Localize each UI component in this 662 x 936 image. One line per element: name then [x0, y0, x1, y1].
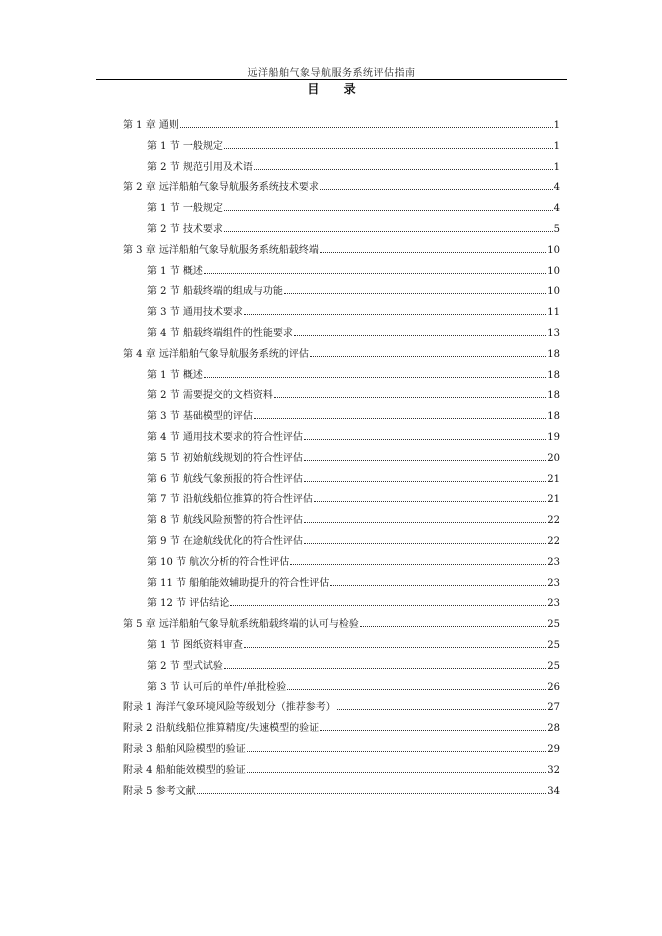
- toc-section-entry[interactable]: [123, 282, 560, 303]
- toc-entry-page-number: 18: [547, 369, 560, 381]
- toc-entry-page-number: 22: [547, 535, 560, 547]
- toc-entry-label: 第 2 节 技术要求: [147, 223, 223, 235]
- toc-chapter-entry[interactable]: [123, 116, 560, 137]
- dot-leader: [360, 626, 546, 627]
- toc-entry-label: 第 5 章 远洋船舶气象导航系统船载终端的认可与检验: [123, 619, 359, 631]
- toc-entry-label: 第 2 章 远洋船舶气象导航服务系统技术要求: [123, 182, 319, 194]
- toc-entry-page-number: 27: [547, 702, 560, 714]
- toc-entry-label: 附录 5 参考文献: [123, 785, 196, 797]
- toc-entry-label: 第 4 节 船载终端组件的性能要求: [147, 327, 293, 339]
- toc-section-entry[interactable]: [123, 490, 560, 511]
- toc-entry-page-number: 18: [547, 411, 560, 423]
- dot-leader: [294, 335, 546, 336]
- toc-chapter-entry[interactable]: [123, 241, 560, 262]
- toc-section-entry[interactable]: [123, 220, 560, 241]
- dot-leader: [320, 189, 553, 190]
- toc-chapter-entry[interactable]: [123, 178, 560, 199]
- toc-entry-label: 第 3 章 远洋船舶气象导航服务系统船载终端: [123, 244, 319, 256]
- toc-chapter-entry[interactable]: [123, 761, 560, 782]
- toc-entry-page-number: 10: [547, 244, 560, 256]
- toc-entry-page-number: 23: [547, 556, 560, 568]
- dot-leader: [197, 793, 547, 794]
- dot-leader: [304, 522, 546, 523]
- dot-leader: [310, 356, 546, 357]
- toc-entry-page-number: 18: [547, 390, 560, 402]
- toc-section-entry[interactable]: [123, 428, 560, 449]
- toc-entry-page-number: 4: [553, 203, 560, 215]
- toc-entry-label: 第 3 节 基础模型的评估: [147, 411, 253, 423]
- toc-entry-label: 第 1 节 图纸资料审查: [147, 639, 243, 651]
- dot-leader: [247, 751, 547, 752]
- toc-entry-label: 第 12 节 评估结论: [147, 598, 230, 610]
- toc-entry-page-number: 29: [547, 743, 560, 755]
- toc-entry-label: 附录 3 船舶风险模型的验证: [123, 743, 246, 755]
- toc-entry-page-number: 28: [547, 723, 560, 735]
- toc-entry-page-number: 23: [547, 598, 560, 610]
- dot-leader: [304, 481, 546, 482]
- toc-entry-page-number: 1: [553, 140, 560, 152]
- dot-leader: [304, 439, 546, 440]
- toc-section-entry[interactable]: [123, 636, 560, 657]
- toc-entry-page-number: 25: [547, 639, 560, 651]
- dot-leader: [204, 273, 546, 274]
- toc-chapter-entry[interactable]: [123, 782, 560, 803]
- toc-section-entry[interactable]: [123, 386, 560, 407]
- toc-section-entry[interactable]: [123, 594, 560, 615]
- dot-leader: [244, 314, 546, 315]
- toc-section-entry[interactable]: [123, 262, 560, 283]
- toc-entry-label: 第 2 节 型式试验: [147, 660, 223, 672]
- toc-entry-page-number: 20: [547, 452, 560, 464]
- toc-section-entry[interactable]: [123, 158, 560, 179]
- toc-entry-label: 第 2 节 需要提交的文档资料: [147, 390, 273, 402]
- dot-leader: [224, 210, 553, 211]
- toc-entry-label: 第 1 章 通则: [123, 120, 179, 131]
- toc-entry-label: 第 8 节 航线风险预警的符合性评估: [147, 515, 303, 527]
- toc-section-entry[interactable]: [123, 657, 560, 678]
- toc-entry-label: 附录 2 沿航线船位推算精度/失速模型的验证: [123, 723, 320, 735]
- toc-entry-label: 第 2 节 规范引用及术语: [147, 161, 253, 173]
- toc-entry-label: 第 3 节 通用技术要求: [147, 307, 243, 319]
- toc-section-entry[interactable]: [123, 532, 560, 553]
- toc-entry-page-number: 4: [553, 182, 560, 194]
- toc-entry-page-number: 19: [547, 431, 560, 443]
- toc-entry-page-number: 25: [547, 619, 560, 631]
- toc-entry-page-number: 25: [547, 660, 560, 672]
- toc-section-entry[interactable]: [123, 511, 560, 532]
- dot-leader: [204, 377, 546, 378]
- dot-leader: [274, 397, 546, 398]
- toc-section-entry[interactable]: [123, 449, 560, 470]
- dot-leader: [224, 231, 553, 232]
- toc-section-entry[interactable]: [123, 366, 560, 387]
- dot-leader: [287, 689, 546, 690]
- toc-entry-page-number: 26: [547, 681, 560, 693]
- dot-leader: [304, 460, 546, 461]
- toc-chapter-entry[interactable]: [123, 719, 560, 740]
- toc-section-entry[interactable]: [123, 199, 560, 220]
- toc-section-entry[interactable]: [123, 574, 560, 595]
- toc-entry-page-number: 10: [547, 265, 560, 277]
- toc-entry-label: 第 3 节 认可后的单件/单批检验: [147, 681, 287, 693]
- dot-leader: [230, 605, 546, 606]
- toc-entry-page-number: 32: [547, 764, 560, 776]
- dot-leader: [224, 148, 553, 149]
- toc-chapter-entry[interactable]: [123, 615, 560, 636]
- toc-entry-page-number: 11: [547, 307, 560, 319]
- toc-entry-label: 第 4 节 通用技术要求的符合性评估: [147, 431, 303, 443]
- toc-entry-page-number: 1: [553, 120, 560, 131]
- toc-entry-page-number: 5: [553, 223, 560, 235]
- toc-entry-page-number: 1: [553, 161, 560, 173]
- toc-entry-label: 附录 1 海洋气象环境风险等级划分（推荐参考）: [123, 702, 336, 714]
- toc-entry-label: 附录 4 船舶能效模型的验证: [123, 764, 246, 776]
- toc-entry-page-number: 18: [547, 348, 560, 360]
- toc-entry-label: 第 1 节 一般规定: [147, 203, 223, 215]
- toc-entry-page-number: 10: [547, 286, 560, 298]
- toc-chapter-entry[interactable]: [123, 698, 560, 719]
- dot-leader: [254, 169, 553, 170]
- toc-section-entry[interactable]: [123, 553, 560, 574]
- toc-entry-label: 第 4 章 远洋船舶气象导航服务系统的评估: [123, 348, 309, 360]
- toc-entry-page-number: 23: [547, 577, 560, 589]
- toc-entry-page-number: 21: [547, 473, 560, 485]
- toc-section-entry[interactable]: [123, 324, 560, 345]
- toc-section-entry[interactable]: [123, 303, 560, 324]
- dot-leader: [337, 709, 547, 710]
- toc-entry-page-number: 34: [547, 785, 560, 797]
- toc-entry-label: 第 7 节 沿航线船位推算的符合性评估: [147, 494, 313, 506]
- running-header: 远洋船舶气象导航服务系统评估指南: [247, 68, 416, 79]
- toc-entry-label: 第 1 节 概述: [147, 265, 203, 277]
- dot-leader: [314, 501, 546, 502]
- dot-leader: [284, 293, 546, 294]
- dot-leader: [320, 730, 546, 731]
- toc-section-entry[interactable]: [123, 137, 560, 158]
- toc-entry-label: 第 1 节 概述: [147, 369, 203, 381]
- toc-entry-page-number: 13: [547, 327, 560, 339]
- dot-leader: [320, 252, 546, 253]
- dot-leader: [244, 647, 546, 648]
- toc-chapter-entry[interactable]: [123, 345, 560, 366]
- dot-leader: [330, 585, 546, 586]
- toc-section-entry[interactable]: [123, 678, 560, 699]
- dot-leader: [224, 668, 546, 669]
- table-of-contents: [123, 116, 560, 802]
- toc-entry-label: 第 10 节 航次分析的符合性评估: [147, 556, 290, 568]
- dot-leader: [254, 418, 546, 419]
- toc-entry-label: 第 9 节 在途航线优化的符合性评估: [147, 535, 303, 547]
- toc-title: 目 录: [307, 82, 366, 96]
- dot-leader: [290, 564, 546, 565]
- toc-entry-page-number: 21: [547, 494, 560, 506]
- toc-chapter-entry[interactable]: [123, 740, 560, 761]
- dot-leader: [304, 543, 546, 544]
- toc-entry-label: 第 2 节 船载终端的组成与功能: [147, 286, 283, 298]
- toc-section-entry[interactable]: [123, 470, 560, 491]
- toc-entry-label: 第 11 节 船舶能效辅助提升的符合性评估: [147, 577, 330, 589]
- toc-section-entry[interactable]: [123, 407, 560, 428]
- toc-entry-page-number: 22: [547, 515, 560, 527]
- toc-entry-label: 第 5 节 初始航线规划的符合性评估: [147, 452, 303, 464]
- toc-entry-label: 第 6 节 航线气象预报的符合性评估: [147, 473, 303, 485]
- dot-leader: [180, 127, 553, 128]
- toc-entry-label: 第 1 节 一般规定: [147, 140, 223, 152]
- dot-leader: [247, 772, 547, 773]
